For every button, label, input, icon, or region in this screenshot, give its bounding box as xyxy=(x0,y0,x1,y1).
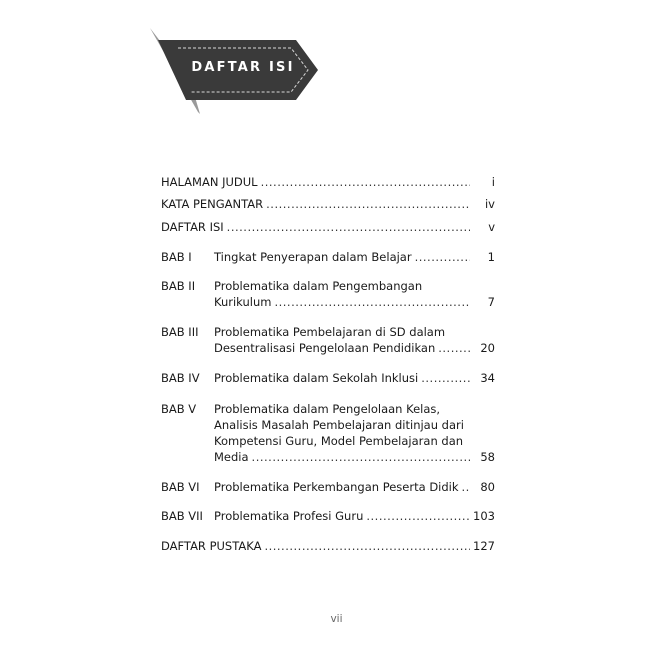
chapter-title-line: Problematika Perkembangan Peserta Didik xyxy=(214,480,459,494)
dot-leader xyxy=(261,174,470,190)
toc-entry[interactable] xyxy=(161,174,495,190)
page-number: vii xyxy=(330,613,343,625)
dot-leader xyxy=(264,538,470,554)
dot-leader xyxy=(366,508,470,524)
toc-entry[interactable] xyxy=(161,196,495,212)
chapter-page: 58 xyxy=(480,450,495,464)
chapter-title-line: Kurikulum xyxy=(214,295,272,309)
toc-banner xyxy=(150,28,322,118)
dot-leader xyxy=(252,449,470,465)
toc-entry[interactable] xyxy=(161,219,495,235)
toc-entry-label: HALAMAN JUDUL xyxy=(161,175,258,189)
chapter-page: 7 xyxy=(487,295,495,309)
toc-entry-page: iv xyxy=(484,197,495,211)
chapter-page: 20 xyxy=(480,341,495,355)
dot-leader xyxy=(274,294,470,310)
dot-leader xyxy=(438,340,470,356)
toc-entry-label: DAFTAR PUSTAKA xyxy=(161,539,262,553)
toc-entry-label: DAFTAR ISI xyxy=(161,220,224,234)
chapter-title-line: Problematika dalam Pengembangan xyxy=(214,279,423,293)
toc-entry-page: v xyxy=(488,220,495,234)
dot-leader xyxy=(421,370,470,386)
chapter-number: BAB VI xyxy=(161,480,200,494)
chapter-title-line: Tingkat Penyerapan dalam Belajar xyxy=(214,250,412,264)
toc-entry-label: KATA PENGANTAR xyxy=(161,197,264,211)
chapter-title-line: Problematika Profesi Guru xyxy=(214,509,364,523)
chapter-page: 80 xyxy=(480,480,495,494)
page-title: DAFTAR ISI xyxy=(191,60,295,75)
chapter-title-line: Problematika dalam Sekolah Inklusi xyxy=(214,371,419,385)
chapter-page: 1 xyxy=(487,250,495,264)
chapter-number: BAB V xyxy=(161,402,197,416)
chapter-title-line: Kompetensi Guru, Model Pembelajaran dan xyxy=(214,434,464,448)
chapter-number: BAB I xyxy=(161,250,192,264)
chapter-title-line: Analisis Masalah Pembelajaran ditinjau dari xyxy=(214,418,464,432)
chapter-number: BAB VII xyxy=(161,509,203,523)
toc-entry-page: 127 xyxy=(473,539,495,553)
chapter-number: BAB IV xyxy=(161,371,200,385)
dot-leader xyxy=(266,196,470,212)
chapter-title-line: Problematika Pembelajaran di SD dalam xyxy=(214,325,446,339)
chapter-title-line: Desentralisasi Pengelolaan Pendidikan xyxy=(214,341,436,355)
chapter-page: 34 xyxy=(480,371,495,385)
dot-leader xyxy=(462,479,470,495)
chapter-title-line: Media xyxy=(214,450,249,464)
dot-leader xyxy=(415,249,470,265)
toc-entry-page: i xyxy=(491,175,495,189)
chapter-title-line: Problematika dalam Pengelolaan Kelas, xyxy=(214,402,441,416)
chapter-number: BAB II xyxy=(161,279,196,293)
chapter-number: BAB III xyxy=(161,325,199,339)
chapter-page: 103 xyxy=(473,509,495,523)
dot-leader xyxy=(227,219,470,235)
toc-entry[interactable] xyxy=(161,538,495,554)
